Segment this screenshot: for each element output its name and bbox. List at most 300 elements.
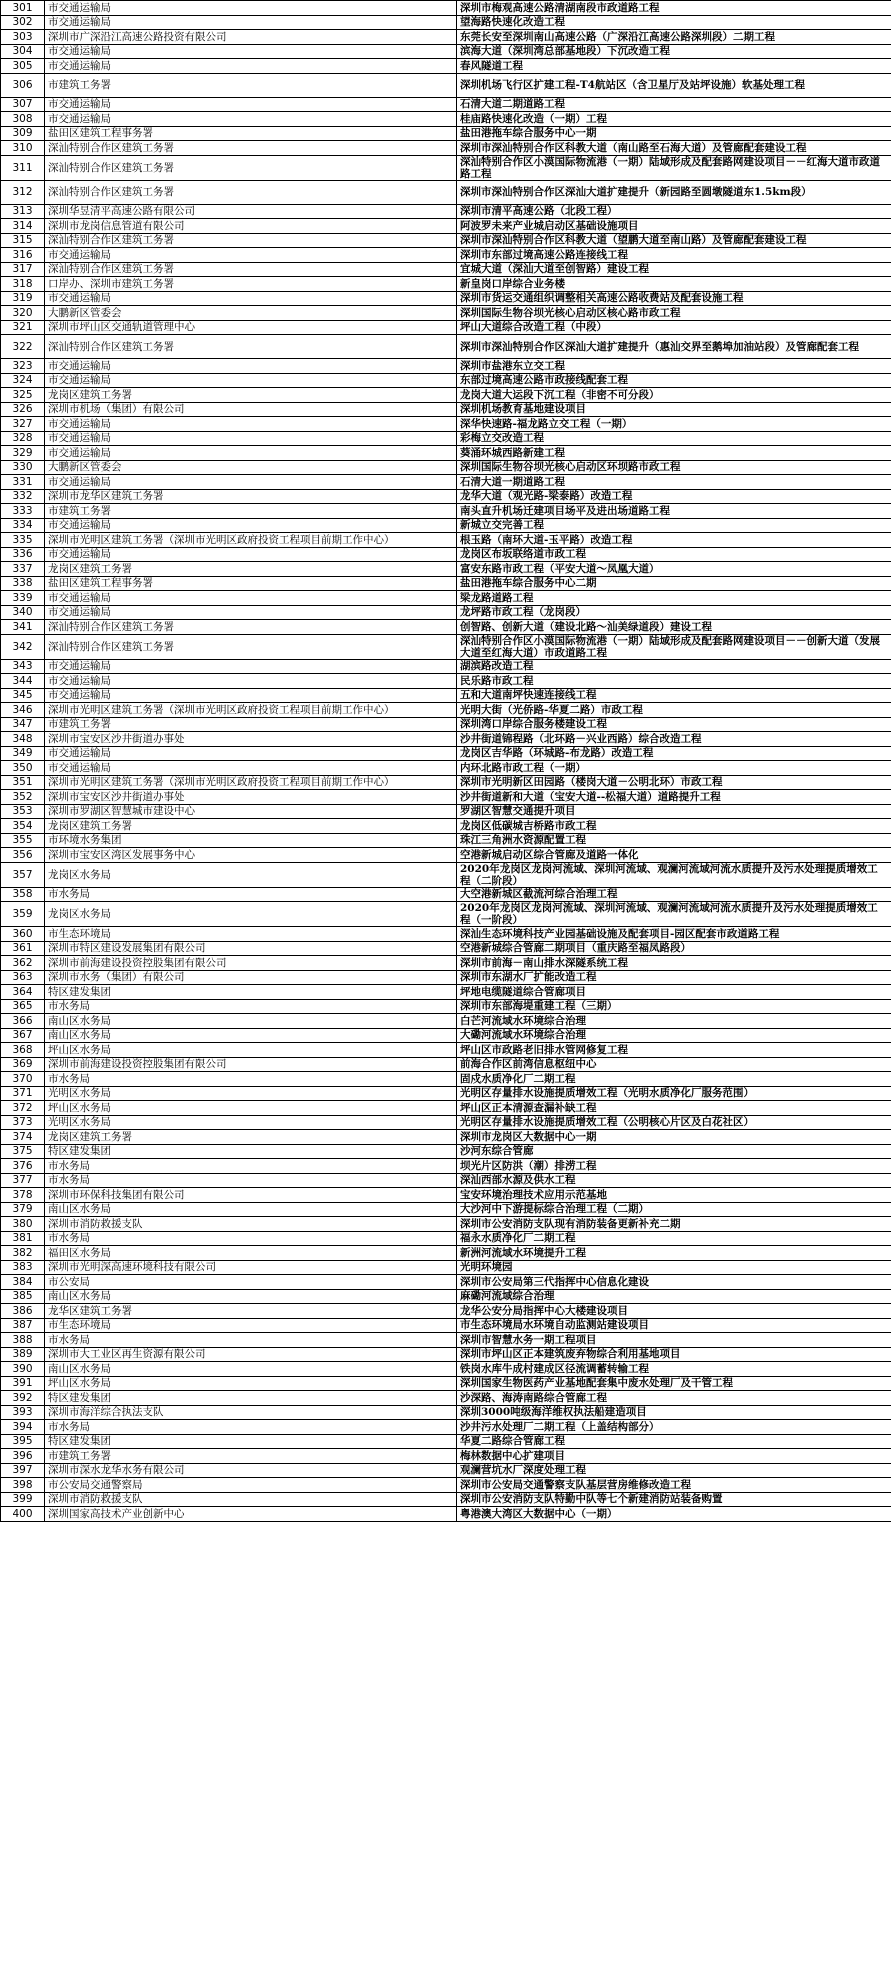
organization-name: 南山区水务局: [45, 1362, 457, 1377]
organization-name: 深汕特别合作区建筑工务署: [45, 180, 457, 204]
organization-name: 市建筑工务署: [45, 1449, 457, 1464]
table-row: [1, 761, 891, 776]
table-row: [1, 833, 891, 848]
row-number: 368: [1, 1043, 45, 1058]
project-name: 龙华公安分局指挥中心大楼建设项目: [457, 1304, 891, 1319]
organization-name: 光明区水务局: [45, 1115, 457, 1130]
organization-name: 市交通运输局: [45, 417, 457, 432]
row-number: 316: [1, 248, 45, 263]
organization-name: 深圳市大工业区再生资源有限公司: [45, 1347, 457, 1362]
organization-name: 深圳市光明区建筑工务署（深圳市光明区政府投资工程项目前期工作中心）: [45, 533, 457, 548]
project-name: 沙井街道锦程路（北环路－兴业西路）综合改造工程: [457, 732, 891, 747]
row-number: 380: [1, 1217, 45, 1232]
project-name: 龙坪路市政工程（龙岗段）: [457, 605, 891, 620]
row-number: 356: [1, 848, 45, 863]
row-number: 341: [1, 620, 45, 635]
table-row: [1, 1492, 891, 1507]
organization-name: 市交通运输局: [45, 359, 457, 374]
table-row: [1, 1246, 891, 1261]
row-number: 378: [1, 1188, 45, 1203]
organization-name: 深圳市光明区建筑工务署（深圳市光明区政府投资工程项目前期工作中心）: [45, 775, 457, 790]
row-number: 354: [1, 819, 45, 834]
project-name: 坪山区市政路老旧排水管网修复工程: [457, 1043, 891, 1058]
table-row: [1, 335, 891, 359]
organization-name: 深圳市深水龙华水务有限公司: [45, 1463, 457, 1478]
organization-name: 深汕特别合作区建筑工务署: [45, 141, 457, 156]
table-row: [1, 291, 891, 306]
organization-name: 坪山区水务局: [45, 1101, 457, 1116]
organization-name: 深圳市前海建设投资控股集团有限公司: [45, 1057, 457, 1072]
project-name: 观澜营坑水厂深度处理工程: [457, 1463, 891, 1478]
organization-name: 市水务局: [45, 1333, 457, 1348]
row-number: 395: [1, 1434, 45, 1449]
table-row: [1, 659, 891, 674]
row-number: 364: [1, 985, 45, 1000]
row-number: 353: [1, 804, 45, 819]
organization-name: 深圳市前海建设投资控股集团有限公司: [45, 956, 457, 971]
project-name: 深华快速路-福龙路立交工程（一期）: [457, 417, 891, 432]
table-row: [1, 547, 891, 562]
organization-name: 特区建发集团: [45, 1144, 457, 1159]
table-row: [1, 1260, 891, 1275]
table-row: [1, 233, 891, 248]
organization-name: 市交通运输局: [45, 591, 457, 606]
row-number: 371: [1, 1086, 45, 1101]
project-name: 深圳市清平高速公路（北段工程）: [457, 204, 891, 219]
row-number: 310: [1, 141, 45, 156]
table-row: [1, 1144, 891, 1159]
table-row: [1, 533, 891, 548]
row-number: 302: [1, 15, 45, 30]
row-number: 323: [1, 359, 45, 374]
project-name: 深圳市坪山区正本建筑废弃物综合利用基地项目: [457, 1347, 891, 1362]
project-name: 2020年龙岗区龙岗河流域、深圳河流域、观澜河流域河流水质提升及污水处理提质增效工程（二阶段）: [457, 862, 891, 887]
project-name: 大沙河中下游提标综合治理工程（二期）: [457, 1202, 891, 1217]
organization-name: 深圳市水务（集团）有限公司: [45, 970, 457, 985]
organization-name: 市交通运输局: [45, 761, 457, 776]
project-name: 白芒河流域水环境综合治理: [457, 1014, 891, 1029]
row-number: 326: [1, 402, 45, 417]
project-name: 深圳机场飞行区扩建工程-T4航站区（含卫星厅及站坪设施）软基处理工程: [457, 73, 891, 97]
row-number: 315: [1, 233, 45, 248]
row-number: 320: [1, 306, 45, 321]
row-number: 379: [1, 1202, 45, 1217]
organization-name: 市交通运输局: [45, 97, 457, 112]
table-row: [1, 141, 891, 156]
table-row: [1, 1434, 891, 1449]
row-number: 358: [1, 887, 45, 902]
row-number: 369: [1, 1057, 45, 1072]
table-row: [1, 1362, 891, 1377]
row-number: 343: [1, 659, 45, 674]
table-row: [1, 790, 891, 805]
project-name: 龙岗区低碳城吉桥路市政工程: [457, 819, 891, 834]
table-row: [1, 1086, 891, 1101]
table-row: [1, 605, 891, 620]
table-row: [1, 15, 891, 30]
table-row: [1, 848, 891, 863]
project-name: 民乐路市政工程: [457, 674, 891, 689]
organization-name: 市建筑工务署: [45, 717, 457, 732]
project-name: 深圳市前海－南山排水深隧系统工程: [457, 956, 891, 971]
organization-name: 特区建发集团: [45, 985, 457, 1000]
organization-name: 深圳市龙岗信息管道有限公司: [45, 219, 457, 234]
organization-name: 市交通运输局: [45, 688, 457, 703]
organization-name: 市交通运输局: [45, 659, 457, 674]
organization-name: 市环境水务集团: [45, 833, 457, 848]
organization-name: 市水务局: [45, 1173, 457, 1188]
project-name: 梅林数据中心扩建项目: [457, 1449, 891, 1464]
organization-name: 深圳华昱清平高速公路有限公司: [45, 204, 457, 219]
organization-name: 市交通运输局: [45, 674, 457, 689]
table-row: [1, 862, 891, 887]
project-name: 深圳机场教育基地建设项目: [457, 402, 891, 417]
project-name: 坪山大道综合改造工程（中段）: [457, 320, 891, 335]
organization-name: 龙华区建筑工务署: [45, 1304, 457, 1319]
table-row: [1, 1231, 891, 1246]
organization-name: 市水务局: [45, 1159, 457, 1174]
project-name: 福永水质净化厂二期工程: [457, 1231, 891, 1246]
row-number: 346: [1, 703, 45, 718]
table-row: [1, 1347, 891, 1362]
row-number: 332: [1, 489, 45, 504]
table-row: [1, 703, 891, 718]
row-number: 382: [1, 1246, 45, 1261]
project-name: 湖滨路改造工程: [457, 659, 891, 674]
table-row: [1, 902, 891, 927]
project-name: 龙华大道（观光路-梁泰路）改造工程: [457, 489, 891, 504]
row-number: 319: [1, 291, 45, 306]
project-name: 深圳3000吨级海洋维权执法船建造项目: [457, 1405, 891, 1420]
project-name: 深圳市公安局交通警察支队基层营房维修改造工程: [457, 1478, 891, 1493]
organization-name: 市交通运输局: [45, 431, 457, 446]
row-number: 322: [1, 335, 45, 359]
row-number: 349: [1, 746, 45, 761]
table-row: [1, 1057, 891, 1072]
table-row: [1, 417, 891, 432]
project-name: 深汕特别合作区小漠国际物流港（一期）陆域形成及配套路网建设项目－－红海大道市政道路工程: [457, 155, 891, 180]
project-name: 空港新城综合管廊二期项目（重庆路至福凤路段）: [457, 941, 891, 956]
row-number: 330: [1, 460, 45, 475]
organization-name: 深圳市特区建设发展集团有限公司: [45, 941, 457, 956]
project-name: 坝光片区防洪（潮）排涝工程: [457, 1159, 891, 1174]
row-number: 304: [1, 44, 45, 59]
table-row: [1, 746, 891, 761]
project-name: 铁岗水库牛成村建成区径流调蓄转输工程: [457, 1362, 891, 1377]
project-name: 宜城大道（深汕大道至创智路）建设工程: [457, 262, 891, 277]
table-row: [1, 460, 891, 475]
project-name: 石清大道二期道路工程: [457, 97, 891, 112]
row-number: 385: [1, 1289, 45, 1304]
project-name: 彩梅立交改造工程: [457, 431, 891, 446]
organization-name: 深圳市机场（集团）有限公司: [45, 402, 457, 417]
row-number: 397: [1, 1463, 45, 1478]
project-name: 深圳市深汕特别合作区科教大道（望鹏大道至南山路）及管廊配套建设工程: [457, 233, 891, 248]
project-name: 沙井街道新和大道（宝安大道--松福大道）道路提升工程: [457, 790, 891, 805]
row-number: 363: [1, 970, 45, 985]
row-number: 338: [1, 576, 45, 591]
project-name: 沙井污水处理厂二期工程（上盖结构部分）: [457, 1420, 891, 1435]
row-number: 348: [1, 732, 45, 747]
organization-name: 市水务局: [45, 999, 457, 1014]
organization-name: 市水务局: [45, 887, 457, 902]
organization-name: 市建筑工务署: [45, 73, 457, 97]
project-name: 深圳市公安局第三代指挥中心信息化建设: [457, 1275, 891, 1290]
row-number: 372: [1, 1101, 45, 1116]
row-number: 324: [1, 373, 45, 388]
table-row: [1, 576, 891, 591]
organization-name: 市交通运输局: [45, 291, 457, 306]
row-number: 305: [1, 59, 45, 74]
table-row: [1, 262, 891, 277]
organization-name: 深汕特别合作区建筑工务署: [45, 155, 457, 180]
row-number: 325: [1, 388, 45, 403]
table-row: [1, 219, 891, 234]
project-name: 东部过境高速公路市政接线配套工程: [457, 373, 891, 388]
project-name: 内环北路市政工程（一期）: [457, 761, 891, 776]
table-row: [1, 518, 891, 533]
row-number: 396: [1, 1449, 45, 1464]
table-row: [1, 73, 891, 97]
row-number: 394: [1, 1420, 45, 1435]
project-name: 深汕西部水源及供水工程: [457, 1173, 891, 1188]
row-number: 377: [1, 1173, 45, 1188]
project-name: 深圳国家生物医药产业基地配套集中废水处理厂及干管工程: [457, 1376, 891, 1391]
table-row: [1, 320, 891, 335]
project-name: 春风隧道工程: [457, 59, 891, 74]
project-name: 坪地电缆隧道综合管廊项目: [457, 985, 891, 1000]
project-name: 深圳市东湖水厂扩能改造工程: [457, 970, 891, 985]
row-number: 351: [1, 775, 45, 790]
table-row: [1, 970, 891, 985]
table-row: [1, 1391, 891, 1406]
project-name: 沙深路、海涛南路综合管廊工程: [457, 1391, 891, 1406]
project-name: 龙岗区吉华路（环城路-布龙路）改造工程: [457, 746, 891, 761]
project-name: 深圳湾口岸综合服务楼建设工程: [457, 717, 891, 732]
row-number: 335: [1, 533, 45, 548]
row-number: 327: [1, 417, 45, 432]
table-row: [1, 927, 891, 942]
table-row: [1, 1376, 891, 1391]
project-name: 滨海大道（深圳湾总部基地段）下沉改造工程: [457, 44, 891, 59]
table-row: [1, 999, 891, 1014]
project-name: 深圳市东部海堤重建工程（三期）: [457, 999, 891, 1014]
row-number: 391: [1, 1376, 45, 1391]
row-number: 342: [1, 634, 45, 659]
table-row: [1, 1159, 891, 1174]
row-number: 400: [1, 1507, 45, 1522]
organization-name: 深圳市坪山区交通轨道管理中心: [45, 320, 457, 335]
row-number: 345: [1, 688, 45, 703]
project-name: 深圳市深汕特别合作区深汕大道扩建提升（惠汕交界至鹅埠加油站段）及管廊配套工程: [457, 335, 891, 359]
row-number: 340: [1, 605, 45, 620]
row-number: 334: [1, 518, 45, 533]
organization-name: 市交通运输局: [45, 746, 457, 761]
organization-name: 大鹏新区管委会: [45, 460, 457, 475]
project-name: 五和大道南坪快速连接线工程: [457, 688, 891, 703]
organization-name: 市水务局: [45, 1231, 457, 1246]
table-row: [1, 1507, 891, 1522]
row-number: 366: [1, 1014, 45, 1029]
table-row: [1, 446, 891, 461]
table-row: [1, 475, 891, 490]
organization-name: 市交通运输局: [45, 1, 457, 16]
organization-name: 市交通运输局: [45, 518, 457, 533]
project-name: 富安东路市政工程（平安大道～凤凰大道）: [457, 562, 891, 577]
table-row: [1, 112, 891, 127]
project-name: 梁龙路道路工程: [457, 591, 891, 606]
row-number: 361: [1, 941, 45, 956]
organization-name: 市交通运输局: [45, 112, 457, 127]
organization-name: 深圳市海洋综合执法支队: [45, 1405, 457, 1420]
row-number: 370: [1, 1072, 45, 1087]
table-row: [1, 126, 891, 141]
row-number: 374: [1, 1130, 45, 1145]
row-number: 321: [1, 320, 45, 335]
project-name: 深圳市公安消防支队现有消防装备更新补充二期: [457, 1217, 891, 1232]
project-name: 深汕生态环境科技产业园基础设施及配套项目-园区配套市政道路工程: [457, 927, 891, 942]
organization-name: 深汕特别合作区建筑工务署: [45, 262, 457, 277]
row-number: 392: [1, 1391, 45, 1406]
project-name: 阿波罗未来产业城启动区基础设施项目: [457, 219, 891, 234]
organization-name: 市生态环境局: [45, 1318, 457, 1333]
organization-name: 市交通运输局: [45, 15, 457, 30]
row-number: 331: [1, 475, 45, 490]
table-row: [1, 431, 891, 446]
project-name: 新城立交完善工程: [457, 518, 891, 533]
table-row: [1, 620, 891, 635]
row-number: 384: [1, 1275, 45, 1290]
organization-name: 深汕特别合作区建筑工务署: [45, 335, 457, 359]
project-name: 市生态环境局水环境自动监测站建设项目: [457, 1318, 891, 1333]
project-name: 光明环境园: [457, 1260, 891, 1275]
row-number: 390: [1, 1362, 45, 1377]
organization-name: 深圳市光明区建筑工务署（深圳市光明区政府投资工程项目前期工作中心）: [45, 703, 457, 718]
organization-name: 市交通运输局: [45, 547, 457, 562]
project-name: 深圳市梅观高速公路清湖南段市政道路工程: [457, 1, 891, 16]
table-row: [1, 634, 891, 659]
row-number: 365: [1, 999, 45, 1014]
project-name: 固戍水质净化厂二期工程: [457, 1072, 891, 1087]
table-row: [1, 180, 891, 204]
project-name: 石清大道一期道路工程: [457, 475, 891, 490]
organization-name: 坪山区水务局: [45, 1043, 457, 1058]
project-name: 深圳市龙岗区大数据中心一期: [457, 1130, 891, 1145]
row-number: 301: [1, 1, 45, 16]
table-row: [1, 248, 891, 263]
organization-name: 福田区水务局: [45, 1246, 457, 1261]
row-number: 381: [1, 1231, 45, 1246]
row-number: 350: [1, 761, 45, 776]
project-name: 大磡河流域水环境综合治理: [457, 1028, 891, 1043]
project-name: 罗湖区智慧交通提升项目: [457, 804, 891, 819]
organization-name: 坪山区水务局: [45, 1376, 457, 1391]
table-row: [1, 1202, 891, 1217]
project-name: 深圳市深汕特别合作区科教大道（南山路至石海大道）及管廊配套建设工程: [457, 141, 891, 156]
organization-name: 大鹏新区管委会: [45, 306, 457, 321]
organization-name: 龙岗区建筑工务署: [45, 388, 457, 403]
table-row: [1, 1478, 891, 1493]
organization-name: 市交通运输局: [45, 59, 457, 74]
table-row: [1, 489, 891, 504]
row-number: 307: [1, 97, 45, 112]
organization-name: 深汕特别合作区建筑工务署: [45, 634, 457, 659]
table-row: [1, 1333, 891, 1348]
row-number: 376: [1, 1159, 45, 1174]
row-number: 362: [1, 956, 45, 971]
project-name: 大空港新城区截流河综合治理工程: [457, 887, 891, 902]
table-row: [1, 1101, 891, 1116]
organization-name: 深圳国家高技术产业创新中心: [45, 1507, 457, 1522]
project-name: 深圳市盐港东立交工程: [457, 359, 891, 374]
organization-name: 深汕特别合作区建筑工务署: [45, 620, 457, 635]
row-number: 355: [1, 833, 45, 848]
table-row: [1, 775, 891, 790]
table-row: [1, 1304, 891, 1319]
table-row: [1, 1449, 891, 1464]
table-row: [1, 1014, 891, 1029]
table-row: [1, 1275, 891, 1290]
organization-name: 市公安局交通警察局: [45, 1478, 457, 1493]
table-row: [1, 1405, 891, 1420]
project-name: 光明区存量排水设施提质增效工程（公明核心片区及白花社区）: [457, 1115, 891, 1130]
table-row: [1, 819, 891, 834]
row-number: 360: [1, 927, 45, 942]
table-row: [1, 30, 891, 45]
organization-name: 龙岗区建筑工务署: [45, 1130, 457, 1145]
row-number: 387: [1, 1318, 45, 1333]
table-row: [1, 688, 891, 703]
row-number: 389: [1, 1347, 45, 1362]
project-name: 创智路、创新大道（建设北路～汕美绿道段）建设工程: [457, 620, 891, 635]
row-number: 337: [1, 562, 45, 577]
organization-name: 市交通运输局: [45, 248, 457, 263]
project-name: 麻磡河流域综合治理: [457, 1289, 891, 1304]
project-name: 深圳国际生物谷坝光核心启动区环坝路市政工程: [457, 460, 891, 475]
row-number: 308: [1, 112, 45, 127]
organization-name: 深圳市宝安区沙井街道办事处: [45, 732, 457, 747]
row-number: 359: [1, 902, 45, 927]
organization-name: 市交通运输局: [45, 475, 457, 490]
table-row: [1, 1115, 891, 1130]
organization-name: 深圳市龙华区建筑工务署: [45, 489, 457, 504]
project-name: 新皇岗口岸综合业务楼: [457, 277, 891, 292]
row-number: 398: [1, 1478, 45, 1493]
table-row: [1, 1173, 891, 1188]
table-row: [1, 562, 891, 577]
project-name: 前海合作区前湾信息枢纽中心: [457, 1057, 891, 1072]
row-number: 339: [1, 591, 45, 606]
table-row: [1, 504, 891, 519]
organization-name: 深圳市光明深高速环境科技有限公司: [45, 1260, 457, 1275]
table-row: [1, 155, 891, 180]
row-number: 318: [1, 277, 45, 292]
organization-name: 深圳市广深沿江高速公路投资有限公司: [45, 30, 457, 45]
project-name: 龙岗区布坂联络道市政工程: [457, 547, 891, 562]
organization-name: 市交通运输局: [45, 373, 457, 388]
table-row: [1, 591, 891, 606]
organization-name: 深圳市宝安区湾区发展事务中心: [45, 848, 457, 863]
table-row: [1, 1188, 891, 1203]
table-row: [1, 941, 891, 956]
organization-name: 特区建发集团: [45, 1434, 457, 1449]
row-number: 357: [1, 862, 45, 887]
organization-name: 深圳市罗湖区智慧城市建设中心: [45, 804, 457, 819]
organization-name: 深圳市环保科技集团有限公司: [45, 1188, 457, 1203]
row-number: 329: [1, 446, 45, 461]
table-row: [1, 373, 891, 388]
project-name: 深圳市货运交通组织调整相关高速公路收费站及配套设施工程: [457, 291, 891, 306]
